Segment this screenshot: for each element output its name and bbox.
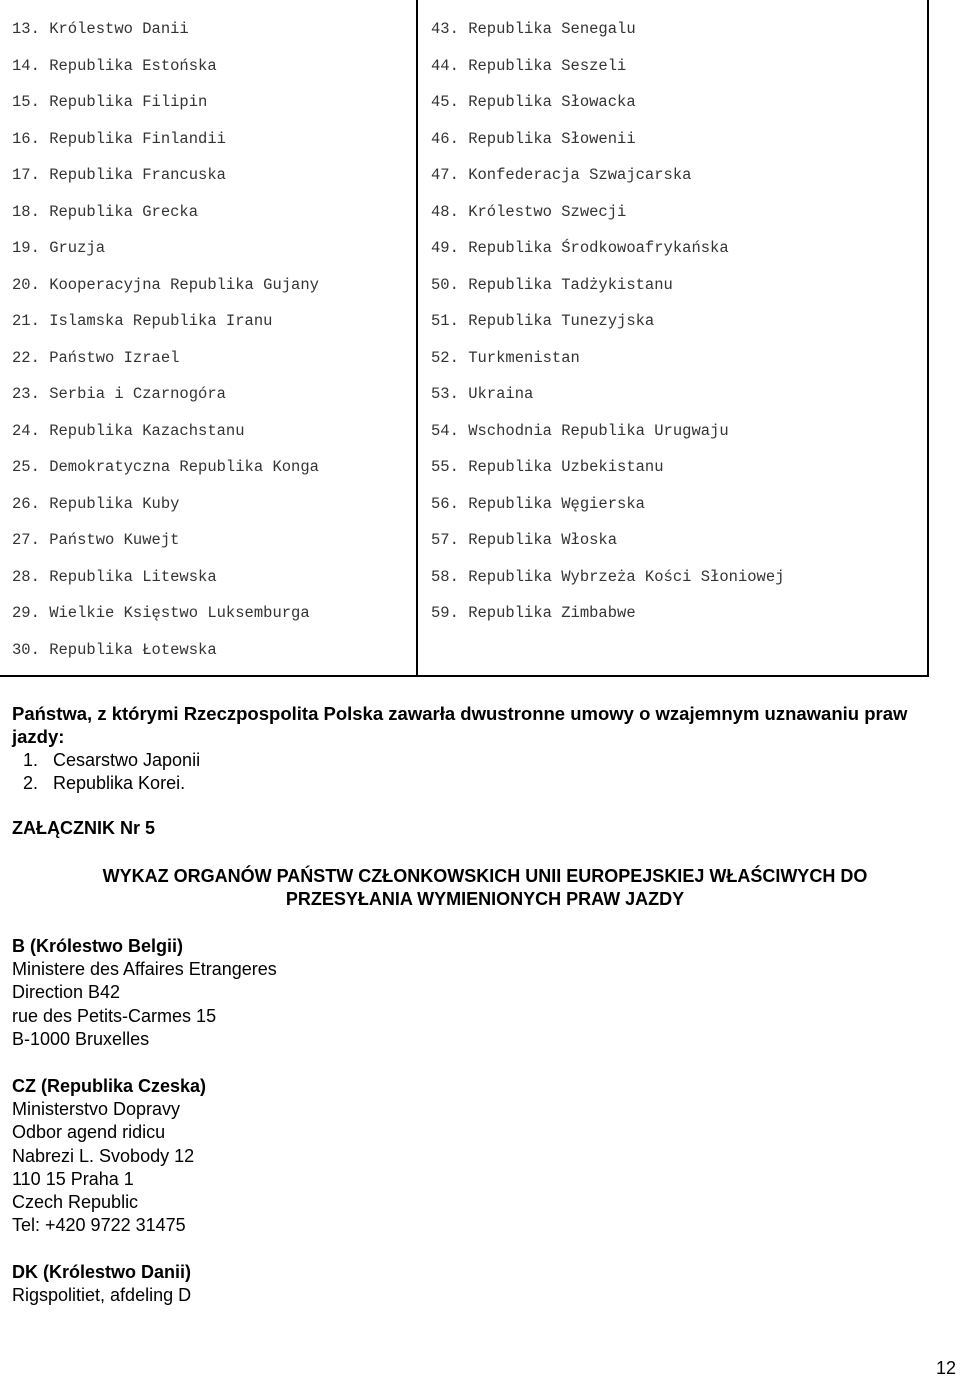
agreements-list	[23, 749, 201, 795]
authority-entry-belgium	[12, 935, 277, 1051]
list-item	[23, 749, 201, 772]
country-item: 43. Republika Senegalu	[431, 20, 636, 38]
country-item: 54. Wschodnia Republika Urugwaju	[431, 421, 729, 440]
entry-line: Ministerstvo Dopravy	[12, 1099, 181, 1120]
country-item: 44. Republika Seszeli	[431, 56, 627, 75]
list-item-number: 2.	[23, 773, 39, 793]
country-item: 28. Republika Litewska	[12, 567, 217, 586]
country-item: 56. Republika Węgierska	[431, 494, 645, 513]
section-heading-line: WYKAZ ORGANÓW PAŃSTW CZŁONKOWSKICH UNII EUROPEJSKIEJ WŁAŚCIWYCH DO	[102, 866, 868, 886]
entry-line: 110 15 Praha 1	[12, 1168, 134, 1189]
column-divider	[416, 0, 418, 675]
country-item: 18. Republika Grecka	[12, 202, 199, 221]
entry-country: B (Królestwo Belgii)	[12, 936, 184, 956]
entry-country: CZ (Republika Czeska)	[12, 1076, 207, 1096]
entry-country: DK (Królestwo Danii)	[12, 1262, 192, 1282]
entry-line: B-1000 Bruxelles	[12, 1028, 150, 1049]
entry-line: Ministere des Affaires Etrangeres	[12, 959, 277, 980]
country-item: 46. Republika Słowenii	[431, 129, 636, 148]
entry-line: Direction B42	[12, 982, 121, 1003]
country-item: 48. Królestwo Szwecji	[431, 202, 627, 221]
list-item	[23, 772, 200, 795]
authority-entry-czech	[12, 1075, 206, 1237]
country-item: 19. Gruzja	[12, 239, 106, 257]
country-table	[0, 0, 929, 677]
country-item: 27. Państwo Kuwejt	[12, 531, 180, 549]
country-item: 13. Królestwo Danii	[12, 20, 189, 38]
country-item: 45. Republika Słowacka	[431, 93, 636, 111]
country-item: 16. Republika Finlandii	[12, 129, 226, 148]
country-list-right	[431, 11, 784, 632]
authority-entry-denmark	[12, 1261, 191, 1307]
country-item: 22. Państwo Izrael	[12, 348, 180, 367]
list-item-text: Republika Korei.	[53, 773, 186, 793]
country-item: 20. Kooperacyjna Republika Gujany	[12, 275, 319, 294]
country-list-left	[12, 11, 319, 668]
country-item: 23. Serbia i Czarnogóra	[12, 385, 226, 403]
country-item: 51. Republika Tunezyjska	[431, 312, 655, 330]
entry-line: Rigspolitiet, afdeling D	[12, 1285, 192, 1306]
country-item: 47. Konfederacja Szwajcarska	[431, 166, 692, 184]
list-item-text: Cesarstwo Japonii	[53, 750, 201, 770]
country-item: 30. Republika Łotewska	[12, 640, 217, 659]
country-item: 25. Demokratyczna Republika Konga	[12, 458, 319, 476]
country-item: 58. Republika Wybrzeża Kości Słoniowej	[431, 567, 785, 586]
country-item: 49. Republika Środkowoafrykańska	[431, 239, 729, 257]
country-item: 55. Republika Uzbekistanu	[431, 458, 664, 476]
section-heading	[40, 865, 930, 911]
country-item: 29. Wielkie Księstwo Luksemburga	[12, 604, 310, 622]
country-item: 24. Republika Kazachstanu	[12, 421, 245, 440]
entry-line: rue des Petits-Carmes 15	[12, 1005, 217, 1026]
section-heading-line: PRZESYŁANIA WYMIENIONYCH PRAW JAZDY	[285, 889, 685, 909]
entry-line: Tel: +420 9722 31475	[12, 1215, 186, 1236]
entry-line: Odbor agend ridicu	[12, 1122, 166, 1143]
agreements-intro: Państwa, z którymi Rzeczpospolita Polska zawarła dwustronne umowy o wzajemnym uznawaniu praw jazdy:	[12, 703, 908, 747]
entry-line: Nabrezi L. Svobody 12	[12, 1145, 195, 1166]
country-item: 59. Republika Zimbabwe	[431, 604, 636, 622]
country-item: 15. Republika Filipin	[12, 93, 208, 111]
country-item: 14. Republika Estońska	[12, 56, 217, 75]
country-item: 17. Republika Francuska	[12, 166, 226, 184]
country-item: 53. Ukraina	[431, 385, 534, 403]
country-item: 21. Islamska Republika Iranu	[12, 312, 273, 330]
country-item: 50. Republika Tadżykistanu	[431, 275, 673, 294]
country-item: 26. Republika Kuby	[12, 494, 180, 513]
annex-title: ZAŁĄCZNIK Nr 5	[12, 818, 155, 838]
list-item-number: 1.	[23, 750, 39, 770]
entry-line: Czech Republic	[12, 1192, 139, 1213]
country-item: 52. Turkmenistan	[431, 348, 580, 367]
page-number: 12	[935, 1358, 956, 1378]
country-item: 57. Republika Włoska	[431, 531, 618, 549]
